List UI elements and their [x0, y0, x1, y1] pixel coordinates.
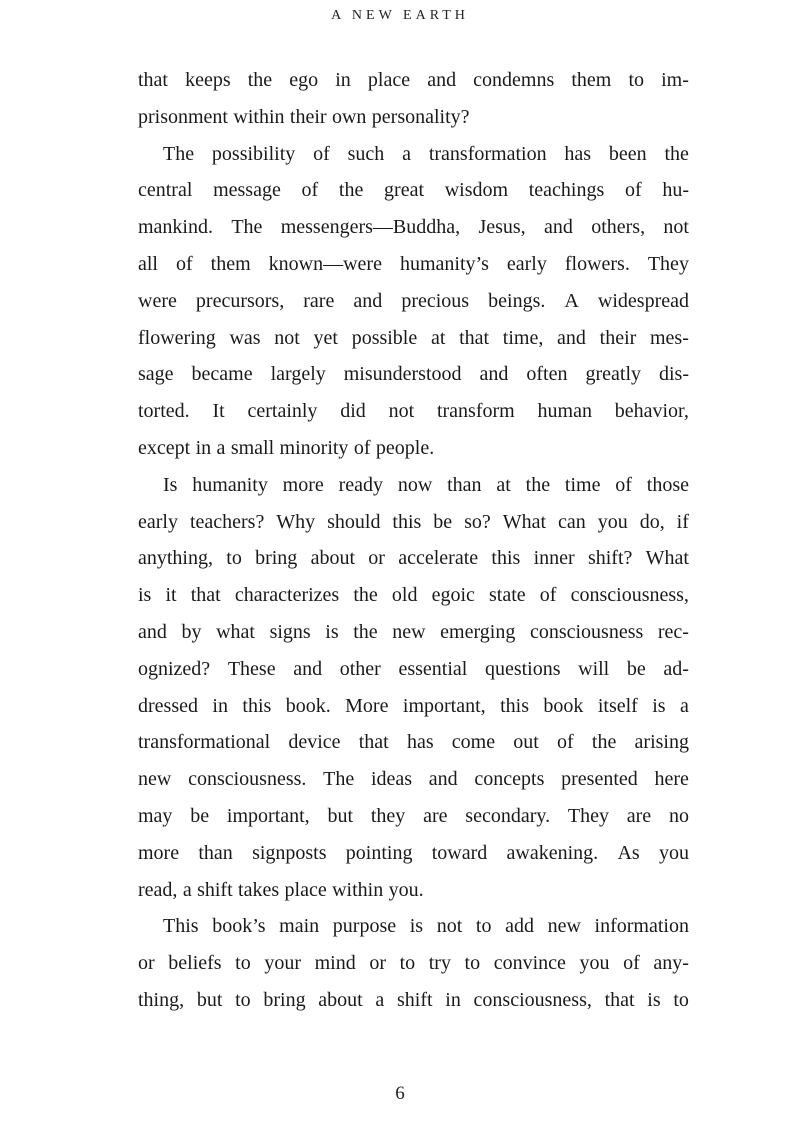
word: These: [227, 657, 276, 680]
word: yet: [313, 326, 338, 349]
word: and: [138, 620, 167, 643]
word: message: [213, 179, 281, 202]
word: such: [347, 142, 385, 165]
word: certainly: [247, 400, 318, 423]
word: to: [673, 988, 689, 1011]
text-line: [138, 761, 689, 798]
word: torted.: [138, 400, 190, 423]
word: characterizes: [234, 584, 340, 607]
word: rare: [303, 289, 335, 312]
body-text: [138, 62, 689, 1019]
text-line: [138, 136, 689, 173]
word: of: [557, 731, 574, 754]
word: will: [578, 657, 610, 680]
word: not: [436, 915, 463, 938]
word: pointing: [345, 841, 413, 864]
text-line: [138, 209, 689, 246]
word: should: [327, 510, 381, 533]
word: did: [340, 400, 366, 423]
word: mankind.: [138, 216, 213, 239]
word: those: [646, 473, 689, 496]
word: the: [591, 731, 617, 754]
word: their: [289, 105, 327, 128]
word: and: [293, 657, 323, 680]
word: widespread: [597, 289, 689, 312]
word: teachers?: [189, 510, 265, 533]
word: within: [233, 105, 285, 128]
word: It: [212, 400, 225, 423]
word: became: [191, 363, 253, 386]
word: early: [506, 252, 547, 275]
text-line: [138, 724, 689, 761]
word: and: [557, 326, 586, 349]
text-line: [138, 283, 689, 320]
word: this: [500, 694, 529, 717]
word: at: [496, 473, 511, 496]
word: in: [445, 988, 461, 1011]
word: new: [392, 620, 426, 643]
word: and: [428, 768, 458, 791]
word: thing,: [138, 988, 185, 1011]
word: often: [526, 363, 568, 386]
word: this: [392, 510, 422, 533]
word: be: [433, 510, 453, 533]
word: Jesus,: [478, 216, 526, 239]
word: precious: [401, 289, 470, 312]
word: been: [608, 142, 647, 165]
word: you: [658, 841, 689, 864]
word: any-: [653, 952, 689, 975]
text-line: [138, 651, 689, 688]
word: they: [370, 804, 406, 827]
text-line: [138, 798, 689, 835]
word: is: [325, 620, 339, 643]
word: personality?: [371, 105, 470, 128]
word: that: [190, 584, 221, 607]
word: out: [513, 731, 539, 754]
word: condemns: [473, 69, 555, 91]
word: but: [327, 804, 354, 827]
word: in: [335, 69, 351, 91]
word: of: [624, 179, 642, 202]
word: They: [647, 252, 689, 275]
word: place: [284, 878, 327, 901]
word: emerging: [440, 620, 516, 643]
word: convince: [493, 952, 566, 975]
word: may: [138, 804, 173, 827]
text-line: [138, 835, 689, 872]
word: book: [543, 694, 584, 717]
word: important,: [402, 694, 486, 717]
word: humanity: [192, 473, 268, 496]
word: be: [626, 657, 646, 680]
word: the: [247, 69, 273, 91]
word: important,: [226, 804, 310, 827]
word: if: [676, 510, 689, 533]
word: time,: [502, 326, 544, 349]
word: This: [163, 915, 199, 938]
text-line: [138, 908, 689, 945]
word: information: [594, 915, 689, 938]
word: awakening.: [506, 841, 599, 864]
word: new: [138, 768, 172, 791]
word: ognized?: [138, 657, 211, 680]
word: misunderstood: [343, 363, 462, 386]
word: a: [402, 142, 411, 165]
page-number: 6: [395, 1083, 405, 1104]
text-line: [138, 430, 689, 467]
word: the: [338, 179, 364, 202]
word: beings.: [488, 289, 546, 312]
word: to: [235, 988, 251, 1011]
word: them: [210, 252, 251, 275]
word: inner: [533, 547, 575, 570]
word: state: [489, 584, 526, 607]
word: or: [138, 952, 155, 975]
word: to: [475, 915, 492, 938]
word: others,: [591, 216, 646, 239]
word: to: [628, 69, 645, 91]
word: egoic: [431, 584, 475, 607]
word: is: [647, 988, 661, 1011]
word: The: [231, 216, 263, 239]
word: is: [652, 694, 666, 717]
word: them: [571, 69, 612, 91]
word: of: [301, 179, 319, 202]
word: shift?: [587, 547, 633, 570]
word: time: [564, 473, 601, 496]
word: within: [332, 878, 384, 901]
word: book.: [285, 694, 331, 717]
word: your: [264, 952, 301, 975]
word: book’s: [212, 915, 266, 938]
word: or: [368, 547, 385, 570]
word: at: [430, 326, 446, 349]
word: can: [558, 510, 586, 533]
word: more: [138, 841, 180, 864]
word: the: [664, 142, 689, 165]
word: except: [138, 436, 191, 459]
word: a: [680, 694, 689, 717]
text-line: [138, 577, 689, 614]
word: a: [216, 436, 226, 459]
word: you.: [388, 878, 424, 901]
text-line: [138, 467, 689, 504]
word: more: [282, 473, 324, 496]
word: im-: [661, 69, 689, 91]
word: largely: [270, 363, 326, 386]
word: about: [310, 547, 356, 570]
word: no: [668, 804, 689, 827]
word: early: [138, 510, 178, 533]
word: ready: [338, 473, 383, 496]
word: a: [375, 988, 385, 1011]
word: sage: [138, 363, 174, 386]
word: bring: [263, 988, 306, 1011]
word: not: [274, 326, 300, 349]
word: small: [230, 436, 275, 459]
word: shift: [397, 988, 433, 1011]
word: in: [212, 694, 228, 717]
word: read,: [138, 878, 178, 901]
word: of: [615, 473, 632, 496]
word: presented: [561, 768, 638, 791]
word: it: [165, 584, 177, 607]
word: are: [626, 804, 652, 827]
word: A: [564, 289, 579, 312]
word: keeps: [185, 69, 231, 91]
text-line: [138, 688, 689, 725]
text-line: [138, 614, 689, 651]
word: anything,: [138, 547, 213, 570]
word: accelerate: [398, 547, 479, 570]
word: of: [176, 252, 193, 275]
word: has: [564, 142, 592, 165]
word: the: [353, 584, 378, 607]
text-line: [138, 99, 689, 136]
text-line: [138, 393, 689, 430]
word: What: [502, 510, 547, 533]
word: itself: [597, 694, 638, 717]
text-line: [138, 540, 689, 577]
word: central: [138, 179, 193, 202]
word: greatly: [585, 363, 641, 386]
word: transformation: [428, 142, 547, 165]
word: new: [547, 915, 581, 938]
word: is: [409, 915, 424, 938]
word: consciousness,: [473, 988, 592, 1011]
word: are: [423, 804, 448, 827]
word: of: [353, 436, 371, 459]
word: transformational: [138, 731, 271, 754]
word: you: [579, 952, 610, 975]
text-line: [138, 872, 689, 909]
word: arising: [634, 731, 689, 754]
word: dressed: [138, 694, 198, 717]
word: ad-: [663, 657, 689, 680]
word: signs: [269, 620, 311, 643]
word: this: [242, 694, 272, 717]
word: that: [358, 731, 389, 754]
word: rec-: [657, 620, 689, 643]
word: essential: [398, 657, 468, 680]
text-line: [138, 945, 689, 982]
text-line: [138, 982, 689, 1019]
word: human: [537, 400, 592, 423]
word: flowers.: [564, 252, 630, 275]
word: prisonment: [138, 105, 228, 128]
word: the: [525, 473, 551, 496]
word: and: [427, 69, 457, 91]
word: is: [138, 584, 152, 607]
word: mind: [314, 952, 356, 975]
word: was: [229, 326, 261, 349]
word: More: [345, 694, 389, 717]
word: to: [399, 952, 416, 975]
word: do,: [639, 510, 665, 533]
word: old: [391, 584, 418, 607]
word: They: [567, 804, 609, 827]
word: consciousness,: [570, 584, 689, 607]
word: takes: [238, 878, 280, 901]
word: to: [464, 952, 481, 975]
word: Why: [276, 510, 316, 533]
word: wisdom: [444, 179, 509, 202]
word: possibility: [211, 142, 296, 165]
word: ego: [289, 69, 319, 91]
word: this: [491, 547, 521, 570]
word: teachings: [528, 179, 605, 202]
word: consciousness: [529, 620, 644, 643]
word: all: [138, 252, 158, 275]
word: so?: [464, 510, 491, 533]
word: you: [597, 510, 628, 533]
word: about: [318, 988, 363, 1011]
word: possible: [351, 326, 418, 349]
word: dis-: [658, 363, 689, 386]
word: that: [604, 988, 635, 1011]
word: add: [505, 915, 534, 938]
word: bring: [255, 547, 298, 570]
word: than: [447, 473, 482, 496]
word: Is: [163, 473, 178, 496]
word: a: [182, 878, 192, 901]
word: of: [623, 952, 640, 975]
word: of: [313, 142, 330, 165]
word: to: [226, 547, 242, 570]
word: concepts: [474, 768, 545, 791]
word: other: [339, 657, 381, 680]
word: toward: [431, 841, 488, 864]
word: The: [323, 768, 355, 791]
word: what: [216, 620, 255, 643]
word: has: [406, 731, 434, 754]
word: that: [138, 69, 168, 91]
word: mes-: [650, 326, 689, 349]
word: their: [599, 326, 637, 349]
running-head: A NEW EARTH: [331, 8, 469, 23]
word: that: [459, 326, 490, 349]
word: now: [397, 473, 433, 496]
word: behavior,: [614, 400, 689, 423]
text-line: [138, 504, 689, 541]
word: but: [196, 988, 223, 1011]
word: What: [645, 547, 689, 570]
word: in: [195, 436, 212, 459]
word: consciousness.: [188, 768, 307, 791]
word: and: [544, 216, 573, 239]
word: precursors,: [195, 289, 285, 312]
word: be: [190, 804, 210, 827]
text-line: [138, 62, 689, 99]
word: beliefs: [168, 952, 222, 975]
word: great: [384, 179, 425, 202]
word: shift: [197, 878, 233, 901]
text-line: [138, 356, 689, 393]
word: secondary.: [465, 804, 551, 827]
word: not: [663, 216, 689, 239]
word: transform: [436, 400, 515, 423]
word: ideas: [370, 768, 413, 791]
word: minority: [279, 436, 349, 459]
word: try: [428, 952, 451, 975]
word: purpose: [332, 915, 397, 938]
word: messengers—Buddha,: [280, 216, 461, 239]
word: than: [198, 841, 233, 864]
word: hu-: [662, 179, 689, 202]
word: here: [654, 768, 689, 791]
word: As: [617, 841, 640, 864]
word: main: [279, 915, 320, 938]
word: or: [369, 952, 386, 975]
word: signposts: [252, 841, 327, 864]
word: come: [451, 731, 496, 754]
word: to: [235, 952, 251, 975]
word: of: [539, 584, 557, 607]
word: by: [181, 620, 202, 643]
word: questions: [484, 657, 561, 680]
word: and: [479, 363, 509, 386]
text-line: [138, 172, 689, 209]
word: humanity’s: [399, 252, 489, 275]
word: own: [331, 105, 367, 128]
word: place: [367, 69, 411, 91]
word: flowering: [138, 326, 216, 349]
text-line: [138, 246, 689, 283]
word: not: [388, 400, 415, 423]
word: The: [163, 142, 195, 165]
word: known—were: [268, 252, 382, 275]
word: and: [353, 289, 383, 312]
word: were: [138, 289, 177, 312]
word: device: [288, 731, 341, 754]
word: people.: [375, 436, 435, 459]
word: the: [353, 620, 378, 643]
text-line: [138, 320, 689, 357]
